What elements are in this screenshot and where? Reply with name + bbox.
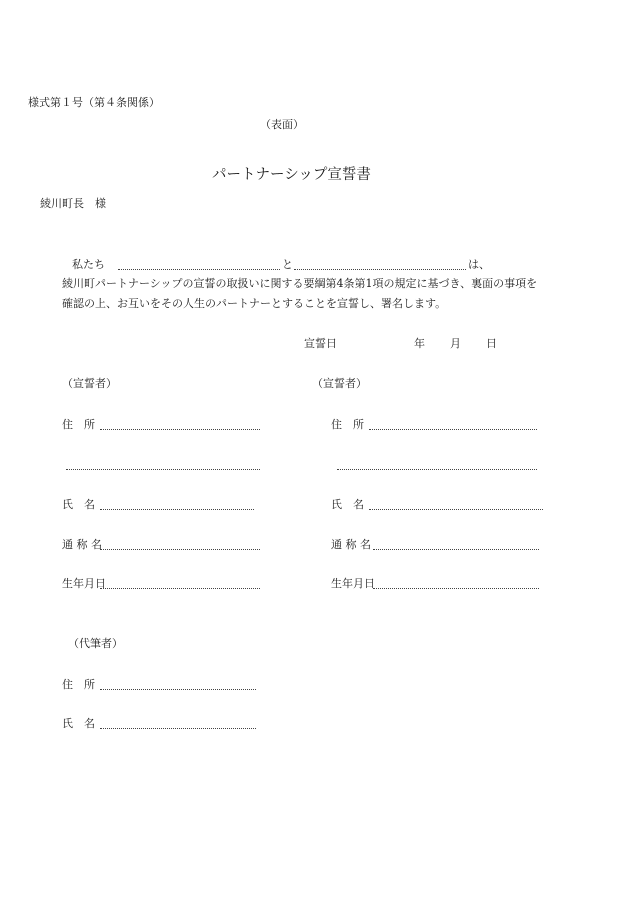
intro-prefix: 私たち xyxy=(72,258,105,271)
declarant-right-birthdate-blank[interactable] xyxy=(373,588,539,589)
proxy-name-label: 氏 名 xyxy=(62,717,95,730)
declarant-left-name-blank[interactable] xyxy=(100,509,254,510)
declarant-left-alias-label: 通 称 名 xyxy=(62,538,102,551)
date-year: 年 xyxy=(414,337,425,350)
document-title: パートナーシップ宣誓書 xyxy=(212,167,371,183)
declarant-right-address-blank-2[interactable] xyxy=(337,469,537,470)
declarant-left-birthdate-blank[interactable] xyxy=(100,588,260,589)
declarant-right-name-blank[interactable] xyxy=(369,509,543,510)
form-number: 様式第１号（第４条関係） xyxy=(28,96,160,109)
date-day: 日 xyxy=(486,337,497,350)
declarant-right-alias-blank[interactable] xyxy=(373,549,539,550)
declarant-right-address-label: 住 所 xyxy=(331,418,364,431)
intro-and: と xyxy=(282,258,293,271)
proxy-address-label: 住 所 xyxy=(62,678,95,691)
declarant-right-alias-label: 通 称 名 xyxy=(331,538,371,551)
declarant-right-birthdate-label: 生年月日 xyxy=(331,577,375,590)
intro-wa: は、 xyxy=(468,258,490,271)
partner1-blank[interactable] xyxy=(118,269,280,270)
declarant-left-alias-blank[interactable] xyxy=(100,549,260,550)
declarant-left-name-label: 氏 名 xyxy=(62,498,95,511)
date-label: 宣誓日 xyxy=(304,337,337,350)
declarant-left-address-label: 住 所 xyxy=(62,418,95,431)
declarant-left-address-blank[interactable] xyxy=(100,429,260,430)
intro-line3: 確認の上、お互いをその人生のパートナーとすることを宣誓し、署名します。 xyxy=(62,297,447,310)
addressee: 綾川町長 様 xyxy=(40,197,106,210)
proxy-heading: （代筆者） xyxy=(68,637,123,650)
declarant-left-address-blank-2[interactable] xyxy=(66,469,260,470)
date-month: 月 xyxy=(450,337,461,350)
proxy-address-blank[interactable] xyxy=(100,689,256,690)
form-side-label: （表面） xyxy=(260,118,304,131)
declarant-right-name-label: 氏 名 xyxy=(331,498,364,511)
intro-line2: 綾川町パートナーシップの宣誓の取扱いに関する要綱第4条第1項の規定に基づき、裏面の事項を xyxy=(62,277,538,290)
declarant-right-heading: （宣誓者） xyxy=(312,377,367,390)
declarant-left-heading: （宣誓者） xyxy=(62,377,117,390)
proxy-name-blank[interactable] xyxy=(100,728,256,729)
declarant-left-birthdate-label: 生年月日 xyxy=(62,577,106,590)
declarant-right-address-blank[interactable] xyxy=(369,429,537,430)
partner2-blank[interactable] xyxy=(294,269,466,270)
